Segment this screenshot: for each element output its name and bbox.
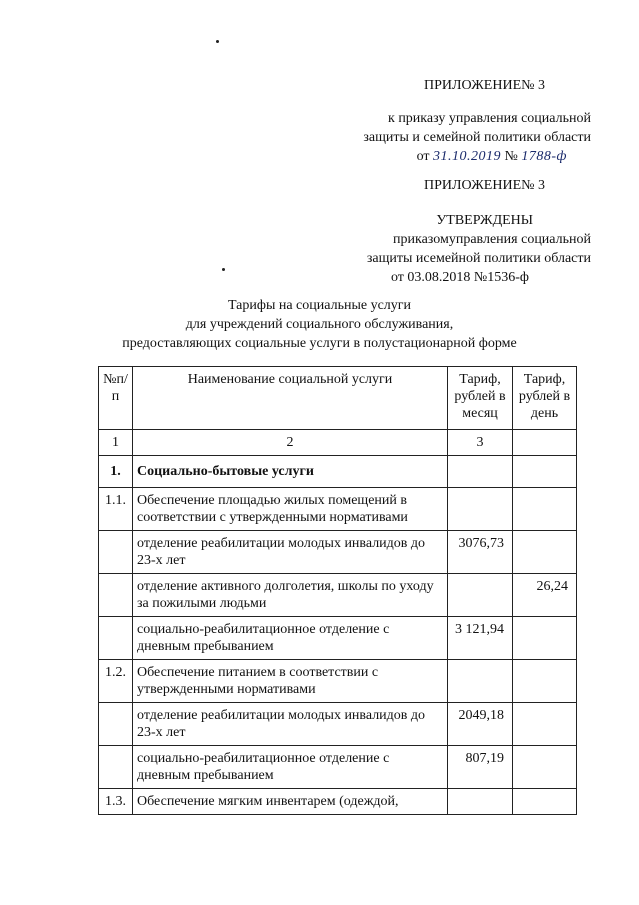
title-line-2: для учреждений социального обслуживания, [185,317,454,332]
row-num: 1.1. [99,488,133,531]
order-line-1: к приказу управления социальной [388,111,591,126]
table-row [99,617,577,660]
order-date-line [363,147,567,166]
header-month: Тариф, рублей в месяц [448,367,513,430]
table-row [99,703,577,746]
approved-label: УТВЕРЖДЕНЫ [436,213,533,228]
approval-line-3: от 03.08.2018 №1536-ф [390,270,529,285]
row-name: социально-реабилитационное отделение с дневным пребыванием [133,617,448,660]
row-name: Обеспечение питанием в соответствии с утвержденными нормативами [133,660,448,703]
row-num: 1. [99,456,133,488]
row-day: 26,24 [513,574,577,617]
row-name: Социально-бытовые услуги [133,456,448,488]
row-month [448,789,513,815]
number-prefix: № [504,149,518,164]
header-num: №п/п [99,367,133,430]
row-name: отделение реабилитации молодых инвалидов до 23-х лет [133,531,448,574]
table-row [99,456,577,488]
table-header-row [99,367,577,430]
title-line-3: предоставляющих социальные услуги в полустационарной форме [122,336,517,351]
colnum-4 [513,430,577,456]
row-name: социально-реабилитационное отделение с дневным пребыванием [133,746,448,789]
order-reference [363,109,591,166]
stray-mark [222,268,225,271]
row-day [513,531,577,574]
tariff-table [98,366,577,815]
appendix-label: ПРИЛОЖЕНИЕ№ 3 [424,78,545,93]
table-row [99,789,577,815]
order-line-2: защиты и семейной политики области [363,130,591,145]
row-month [448,488,513,531]
approval-block [367,211,591,287]
header-name: Наименование социальной услуги [133,367,448,430]
approval-line-1: приказомуправления социальной [393,232,591,247]
document-title [0,296,639,353]
date-prefix: от [416,149,430,164]
row-num [99,617,133,660]
row-day [513,660,577,703]
row-month: 807,19 [448,746,513,789]
row-month [448,574,513,617]
stray-mark [216,40,219,43]
handwritten-date: 31.10.2019 [433,149,502,164]
table-row [99,660,577,703]
row-month: 3076,73 [448,531,513,574]
appendix-label: ПРИЛОЖЕНИЕ№ 3 [424,178,545,193]
table-row [99,488,577,531]
row-name: отделение активного долголетия, школы по уходу за пожилыми людьми [133,574,448,617]
row-num: 1.3. [99,789,133,815]
header-day: Тариф, рублей в день [513,367,577,430]
row-day [513,488,577,531]
colnum-3: 3 [448,430,513,456]
row-name: Обеспечение мягким инвентарем (одеждой, [133,789,448,815]
row-num [99,574,133,617]
appendix-header-1 [424,76,591,95]
row-name: Обеспечение площадью жилых помещений в соответствии с утвержденными нормативами [133,488,448,531]
row-day [513,456,577,488]
column-number-row [99,430,577,456]
row-num [99,531,133,574]
colnum-2: 2 [133,430,448,456]
row-num [99,746,133,789]
row-month: 2049,18 [448,703,513,746]
row-month [448,660,513,703]
title-line-1: Тарифы на социальные услуги [227,298,412,313]
appendix-header-2 [424,176,591,195]
row-day [513,746,577,789]
row-name: отделение реабилитации молодых инвалидов до 23-х лет [133,703,448,746]
row-month [448,456,513,488]
row-day [513,703,577,746]
row-day [513,789,577,815]
handwritten-number: 1788-ф [521,149,567,164]
table-row [99,746,577,789]
approval-line-2: защиты исемейной политики области [366,251,591,266]
table-row [99,531,577,574]
row-num: 1.2. [99,660,133,703]
row-day [513,617,577,660]
table-row [99,574,577,617]
row-month: 3 121,94 [448,617,513,660]
row-num [99,703,133,746]
colnum-1: 1 [99,430,133,456]
